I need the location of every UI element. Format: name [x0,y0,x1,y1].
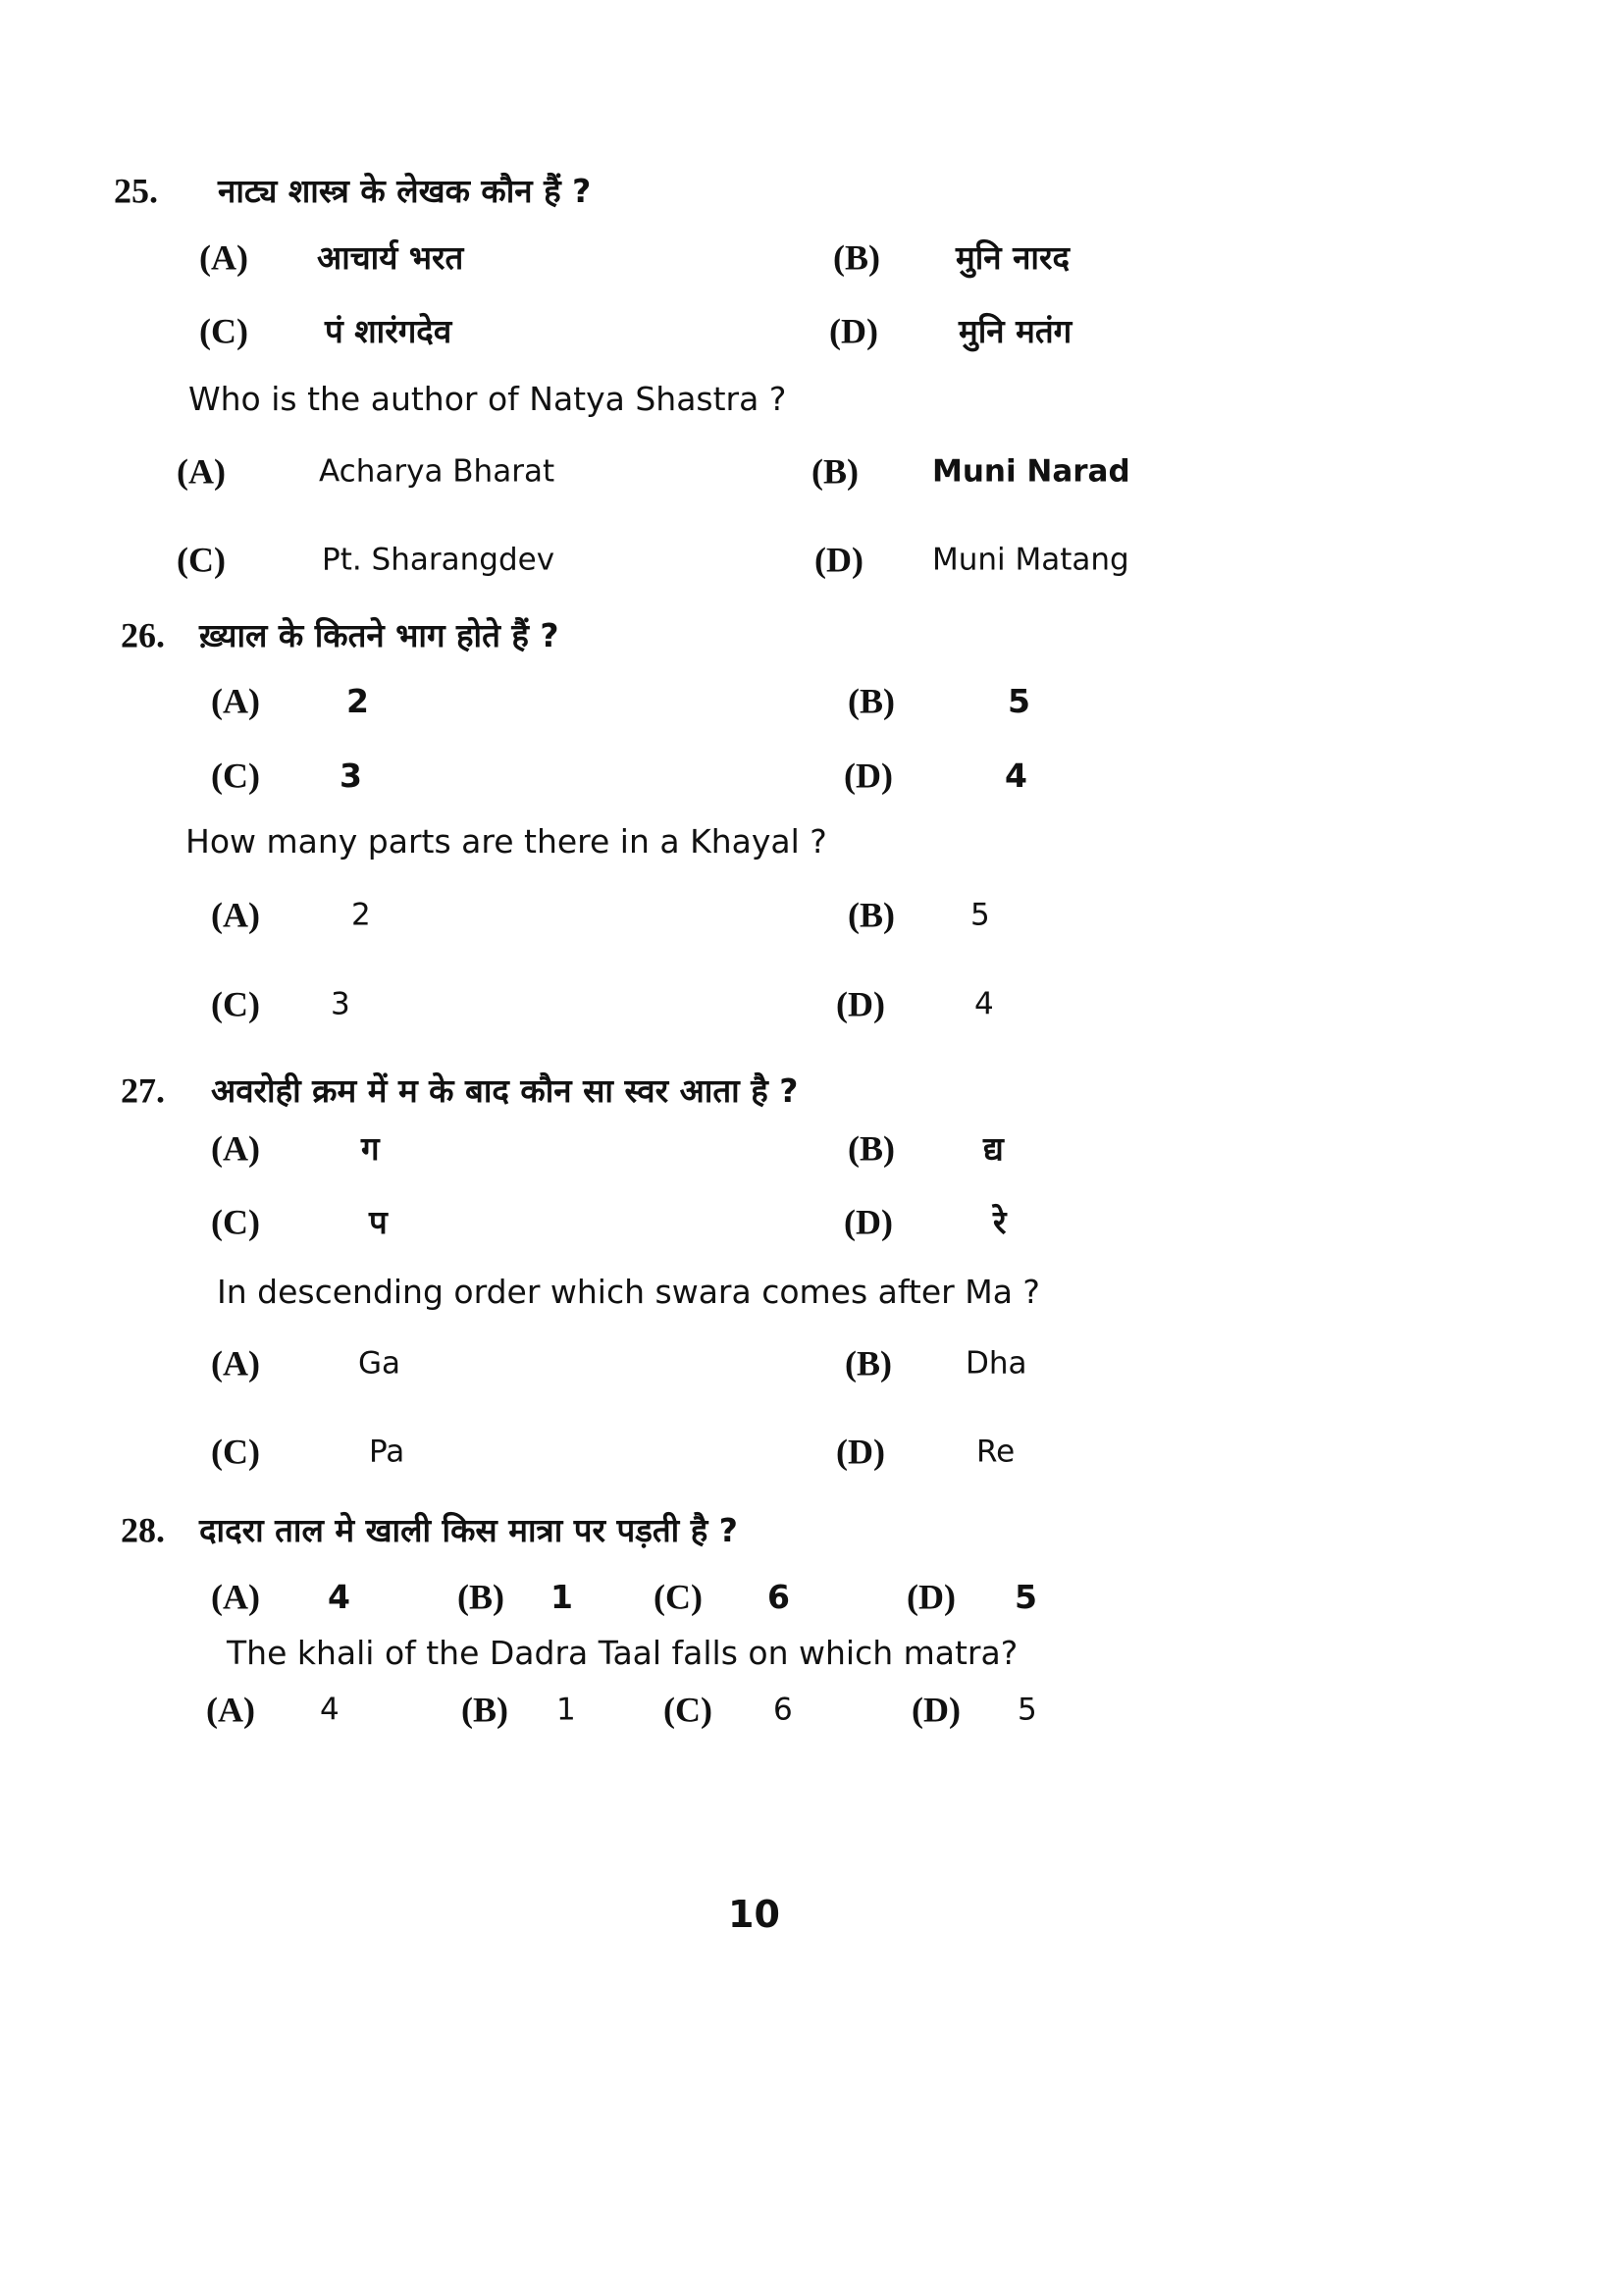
option-text-english: 5 [970,897,990,933]
question-number: 27. [121,1070,165,1111]
question-number: 28. [121,1510,165,1550]
option-label-hindi: (A) [211,1128,260,1169]
option-text-english: 5 [1018,1692,1037,1728]
option-text-english: Dha [966,1345,1027,1382]
option-label-hindi: (B) [848,1128,895,1169]
option-text-hindi: 4 [328,1578,350,1617]
option-text-english: Pt. Sharangdev [322,542,555,578]
option-label-hindi: (B) [833,237,880,278]
option-text-english: 6 [773,1692,793,1728]
option-text-hindi: ग [361,1129,380,1169]
option-text-english: Ga [358,1345,401,1382]
option-label-english: (B) [845,1343,892,1383]
question-number: 26. [121,615,165,655]
option-label-english: (B) [461,1690,508,1730]
question-text-english: How many parts are there in a Khayal ? [185,822,827,861]
option-label-english: (C) [177,540,226,580]
option-text-hindi: आचार्य भरत [317,238,464,278]
question-text-english: Who is the author of Natya Shastra ? [188,380,787,419]
option-text-hindi: 5 [1008,682,1030,721]
option-label-hindi: (C) [211,1202,260,1242]
option-text-english: Muni Narad [932,453,1130,490]
option-label-hindi: (A) [211,1577,260,1617]
option-label-english: (A) [206,1690,255,1730]
option-label-hindi: (B) [848,681,895,721]
option-text-english: 3 [331,986,350,1022]
option-text-hindi: 3 [340,757,362,796]
option-text-english: Muni Matang [932,542,1129,578]
option-text-english: Re [976,1434,1016,1470]
option-label-hindi: (A) [199,237,248,278]
option-label-english: (A) [177,451,226,492]
option-text-hindi: मुनि मतंग [959,312,1073,351]
question-text-hindi: दादरा ताल मे खाली किस मात्रा पर पड़ती है ? [199,1511,738,1550]
question-text-hindi: अवरोही क्रम में म के बाद कौन सा स्वर आता है ? [211,1071,799,1111]
option-text-hindi: द्य [983,1129,1004,1169]
option-label-english: (D) [912,1690,961,1730]
option-label-english: (D) [836,1432,885,1472]
page-number: 10 [728,1893,780,1937]
option-label-english: (A) [211,1343,260,1383]
option-text-hindi: प [369,1203,388,1242]
question-text-hindi: ख़्याल के कितने भाग होते हैं ? [199,616,559,655]
option-label-hindi: (C) [199,311,248,351]
option-text-hindi: पं शारंगदेव [325,312,452,351]
option-label-hindi: (D) [844,756,893,796]
option-label-hindi: (A) [211,681,260,721]
option-text-hindi: मुनि नारद [956,238,1070,278]
option-text-english: 4 [974,986,994,1022]
option-label-english: (C) [663,1690,712,1730]
option-label-hindi: (C) [211,756,260,796]
question-text-english: In descending order which swara comes after Ma ? [217,1273,1040,1312]
option-label-hindi: (C) [654,1577,703,1617]
option-label-english: (B) [811,451,859,492]
option-label-english: (D) [836,984,885,1024]
option-text-english: 4 [320,1692,340,1728]
option-label-hindi: (D) [829,311,878,351]
option-text-english: 1 [556,1692,576,1728]
option-text-hindi: 5 [1015,1578,1037,1617]
option-text-hindi: रे [993,1203,1007,1242]
option-label-hindi: (D) [844,1202,893,1242]
question-number: 25. [114,171,158,211]
option-text-english: Pa [369,1434,405,1470]
option-label-english: (A) [211,895,260,935]
option-text-english: 2 [351,897,371,933]
option-label-hindi: (B) [457,1577,504,1617]
option-label-english: (C) [211,984,260,1024]
option-text-hindi: 4 [1005,757,1027,796]
option-text-hindi: 2 [346,682,369,721]
option-text-hindi: 1 [550,1578,573,1617]
option-text-hindi: 6 [767,1578,790,1617]
option-label-english: (B) [848,895,895,935]
option-label-english: (C) [211,1432,260,1472]
option-label-hindi: (D) [907,1577,956,1617]
option-text-english: Acharya Bharat [319,453,555,490]
question-text-hindi: नाट्य शास्त्र के लेखक कौन हैं ? [218,172,592,211]
question-text-english: The khali of the Dadra Taal falls on which matra? [227,1634,1019,1673]
option-label-english: (D) [814,540,863,580]
